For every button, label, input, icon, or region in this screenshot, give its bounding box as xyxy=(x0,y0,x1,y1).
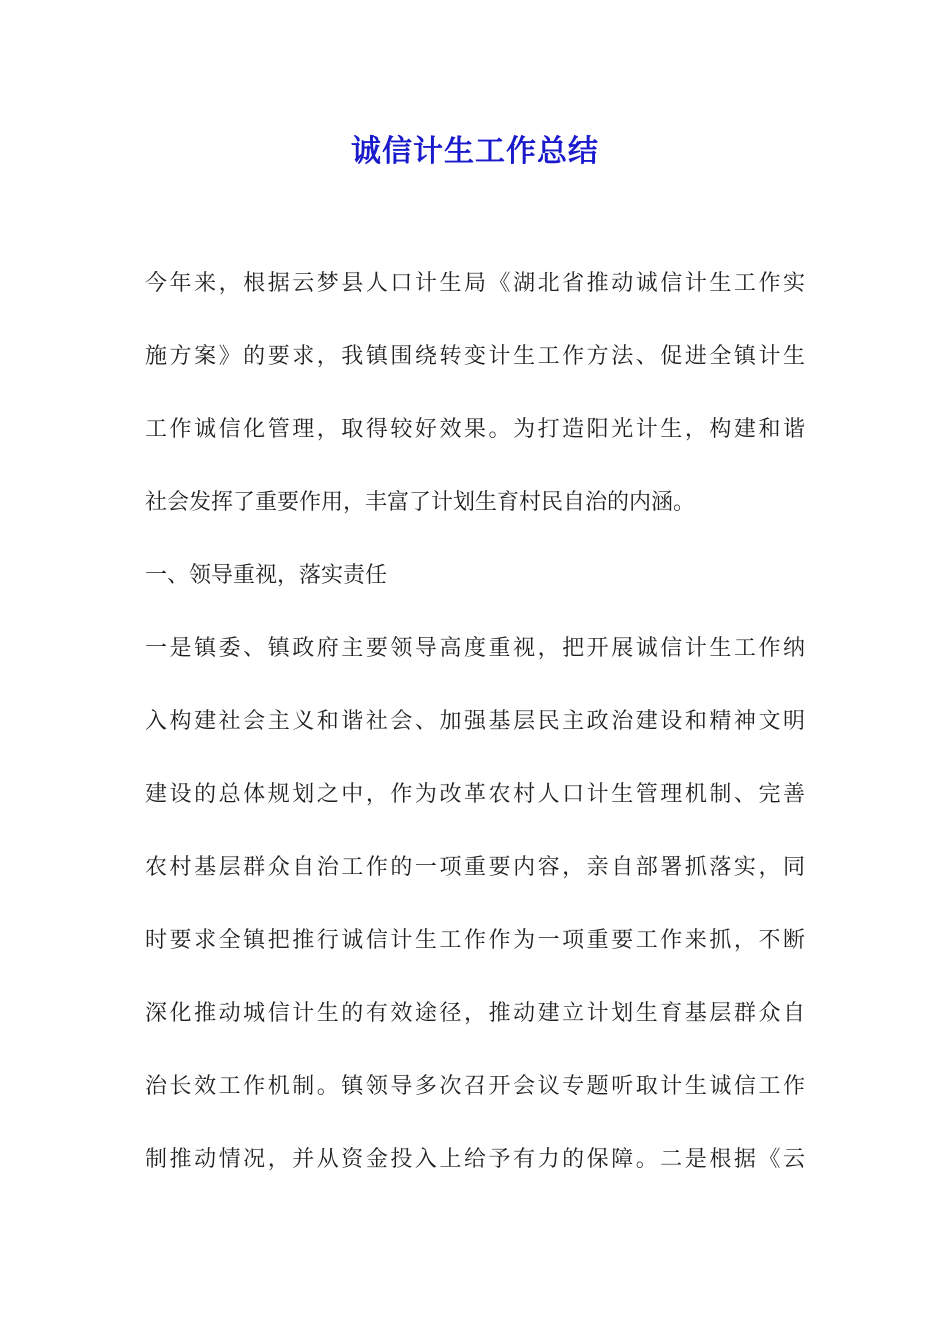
body-line: 工作诚信化管理，取得较好效果。为打造阳光计生，构建和谐 xyxy=(145,417,805,442)
body-line: 制推动情况，并从资金投入上给予有力的保障。二是根据《云 xyxy=(145,1147,805,1172)
document-body xyxy=(145,264,805,1213)
section-heading: 一、领导重视，落实责任 xyxy=(145,563,388,588)
body-line: 社会发挥了重要作用，丰富了计划生育村民自治的内涵。 xyxy=(145,490,696,515)
body-line: 一是镇委、镇政府主要领导高度重视，把开展诚信计生工作纳 xyxy=(145,636,805,661)
body-line: 入构建社会主义和谐社会、加强基层民主政治建设和精神文明 xyxy=(145,709,805,734)
body-line: 施方案》的要求，我镇围绕转变计生工作方法、促进全镇计生 xyxy=(145,344,805,369)
body-line: 农村基层群众自治工作的一项重要内容，亲自部署抓落实，同 xyxy=(145,855,805,880)
body-line: 时要求全镇把推行诚信计生工作作为一项重要工作来抓，不断 xyxy=(145,928,805,953)
body-line: 建设的总体规划之中，作为改革农村人口计生管理机制、完善 xyxy=(145,782,805,807)
body-line: 治长效工作机制。镇领导多次召开会议专题听取计生诚信工作 xyxy=(145,1074,805,1099)
body-line: 今年来，根据云梦县人口计生局《湖北省推动诚信计生工作实 xyxy=(145,271,805,296)
document-title: 诚信计生工作总结 xyxy=(351,134,599,169)
body-line: 深化推动城信计生的有效途径，推动建立计划生育基层群众自 xyxy=(145,1001,805,1026)
